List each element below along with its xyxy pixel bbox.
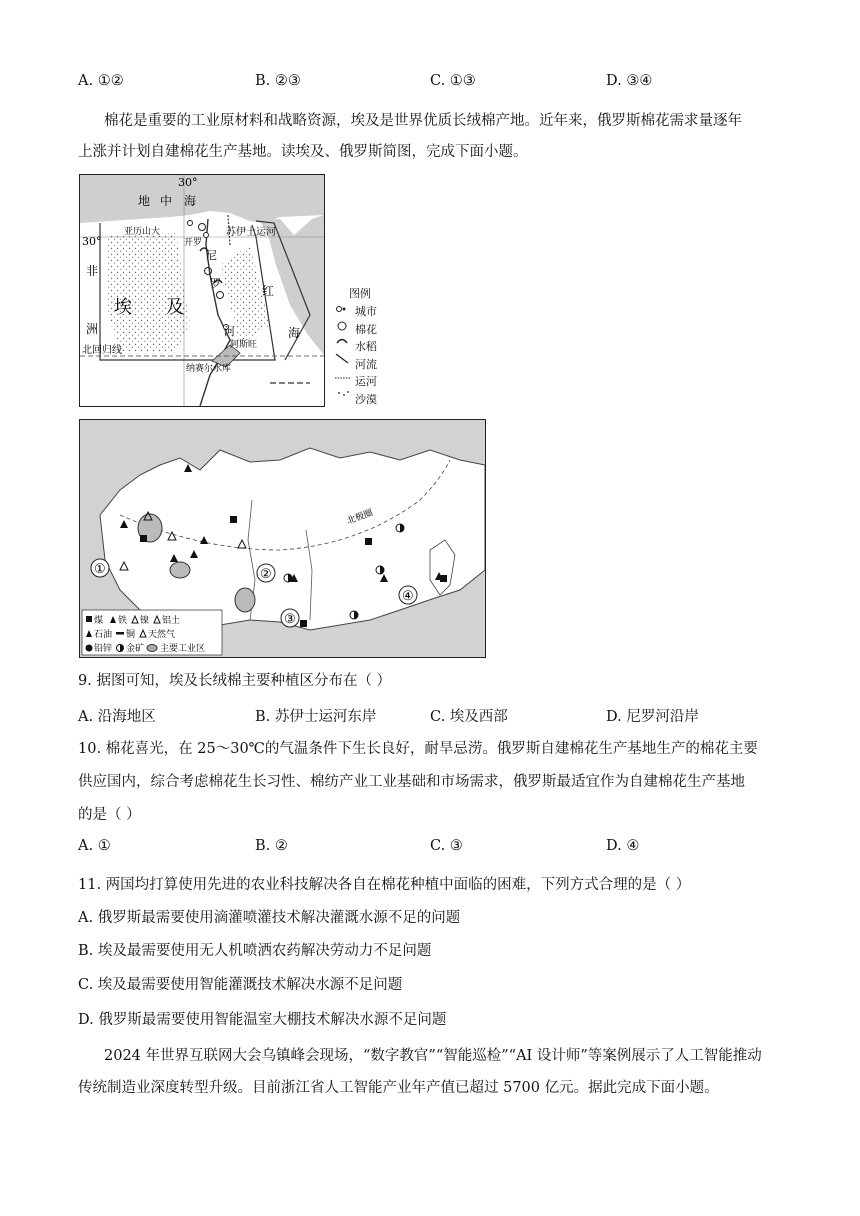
legend-rice: 水稻 <box>355 340 377 353</box>
legend-iron: 铁 <box>118 616 128 626</box>
prev-option-d[interactable]: D. ③④ <box>606 73 653 89</box>
mediterranean-sea <box>80 175 324 223</box>
legend-bauxite: 铝土 <box>162 616 181 626</box>
label-nile-3: 河 <box>224 325 235 338</box>
label-africa-1: 非 <box>86 264 99 278</box>
label-nile-1: 尼 <box>206 249 217 262</box>
q10-line-1: 10. 棉花喜光，在 25～30℃的气温条件下生长良好，耐旱忌涝。俄罗斯自建棉花生产基地生产的棉花主要 <box>78 741 758 757</box>
legend-copper: 铜 <box>126 630 136 640</box>
q9-option-a[interactable]: A. 沿海地区 <box>78 709 156 725</box>
legend-city: 城市 <box>355 305 377 318</box>
region-2: ② <box>260 567 272 582</box>
prev-option-a[interactable]: A. ①② <box>78 73 124 89</box>
egypt-map <box>79 174 325 407</box>
label-nile-2: 罗 <box>210 277 221 290</box>
copper-icon <box>116 632 124 635</box>
q10-line-2: 供应国内，综合考虑棉花生长习性、棉纺产业工业基础和市场需求，俄罗斯最适宜作为自建棉花生产基地 <box>78 774 745 790</box>
russia-map <box>79 419 486 658</box>
legend-nickel: 镍 <box>140 616 150 626</box>
label-arctic: 北极圈 <box>345 508 375 527</box>
q9-stem: 9. 据图可知，埃及长绒棉主要种植区分布在（ ） <box>78 673 392 689</box>
nile-river <box>200 219 230 406</box>
label-cairo: 开罗 <box>184 238 203 248</box>
region-1: ① <box>94 562 106 577</box>
label-red-1: 红 <box>262 284 275 298</box>
intro-line-2: 上涨并计划自建棉花生产基地。读埃及、俄罗斯简图，完成下面小题。 <box>78 144 528 160</box>
q10-option-d[interactable]: D. ④ <box>606 838 640 854</box>
legend-gold: 金矿 <box>126 644 145 654</box>
q9-option-d[interactable]: D. 尼罗河沿岸 <box>606 709 699 725</box>
label-nasser: 纳赛尔水库 <box>186 364 232 374</box>
industry-icon <box>147 645 157 652</box>
label-tropic: 北回归线 <box>82 345 122 356</box>
egypt-legend <box>333 285 403 410</box>
prev-option-c[interactable]: C. ①③ <box>430 73 476 89</box>
intro-line-1: 棉花是重要的工业原材料和战略资源，埃及是世界优质长绒棉产地。近年来，俄罗斯棉花需求量逐年 <box>104 113 742 129</box>
q11-option-c[interactable]: C. 埃及最需要使用智能灌溉技术解决水源不足问题 <box>78 977 403 993</box>
q9-option-c[interactable]: C. 埃及西部 <box>430 709 508 725</box>
q11-stem: 11. 两国均打算使用先进的农业科技解决各自在棉花种植中面临的困难，下列方式合理的是（ ） <box>78 877 691 893</box>
legend-oil: 石油 <box>94 630 113 640</box>
q11-option-b[interactable]: B. 埃及最需要使用无人机喷洒农药解决劳动力不足问题 <box>78 943 432 959</box>
q11-option-d[interactable]: D. 俄罗斯最需要使用智能温室大棚技术解决水源不足问题 <box>78 1012 447 1028</box>
q9-option-b[interactable]: B. 苏伊士运河东岸 <box>255 709 377 725</box>
label-lat30: 30° <box>178 176 198 189</box>
region-3: ③ <box>284 612 296 627</box>
river-icon <box>336 354 348 363</box>
coal-symbol <box>230 516 237 523</box>
legend-cotton: 棉花 <box>355 322 377 336</box>
label-lon30: 30° <box>82 235 102 248</box>
label-med-2: 中 <box>160 194 173 208</box>
label-egypt-2: 及 <box>166 297 184 318</box>
desert-icon <box>338 392 340 394</box>
q10-option-c[interactable]: C. ③ <box>430 838 463 854</box>
next-line-2: 传统制造业深度转型升级。目前浙江省人工智能产业年产值已超过 5700 亿元。据此完成下面小题。 <box>78 1080 719 1096</box>
label-med-1: 地 <box>138 194 151 208</box>
label-red-2: 海 <box>288 326 301 340</box>
next-line-1: 2024 年世界互联网大会乌镇峰会现场，“数字教官”“智能巡检”“AI 设计师”等案例展示了人工智能推动 <box>104 1048 762 1064</box>
legend-canal: 运河 <box>355 375 377 388</box>
label-med-3: 海 <box>184 194 197 208</box>
legend-river: 河流 <box>355 357 377 371</box>
label-suez: 苏伊士运河 <box>226 227 276 238</box>
q11-option-a[interactable]: A. 俄罗斯最需要使用滴灌喷灌技术解决灌溉水源不足的问题 <box>78 910 461 926</box>
region-4: ④ <box>402 589 414 604</box>
label-egypt-1: 埃 <box>114 297 132 318</box>
rice-icon <box>337 340 347 344</box>
prev-option-b[interactable]: B. ②③ <box>255 73 301 89</box>
label-africa-2: 洲 <box>86 322 99 336</box>
legend-coal: 煤 <box>94 616 104 626</box>
western-desert <box>108 233 190 353</box>
legend-desert: 沙漠 <box>355 392 377 406</box>
label-alexandria: 亚历山大 <box>124 227 161 237</box>
q10-option-b[interactable]: B. ② <box>255 838 288 854</box>
label-aswan: 阿斯旺 <box>230 340 258 350</box>
legend-gas: 天然气 <box>148 630 176 640</box>
coal-icon <box>86 616 92 622</box>
legend-industry: 主要工业区 <box>160 644 206 654</box>
cotton-icon <box>338 322 346 330</box>
q10-line-3: 的是（ ） <box>78 807 141 823</box>
legend-title: 图例 <box>349 287 371 300</box>
city-icon <box>337 307 342 312</box>
q10-option-a[interactable]: A. ① <box>78 838 111 854</box>
leadzinc-icon <box>86 645 93 652</box>
legend-leadzinc: 铅锌 <box>94 644 113 654</box>
